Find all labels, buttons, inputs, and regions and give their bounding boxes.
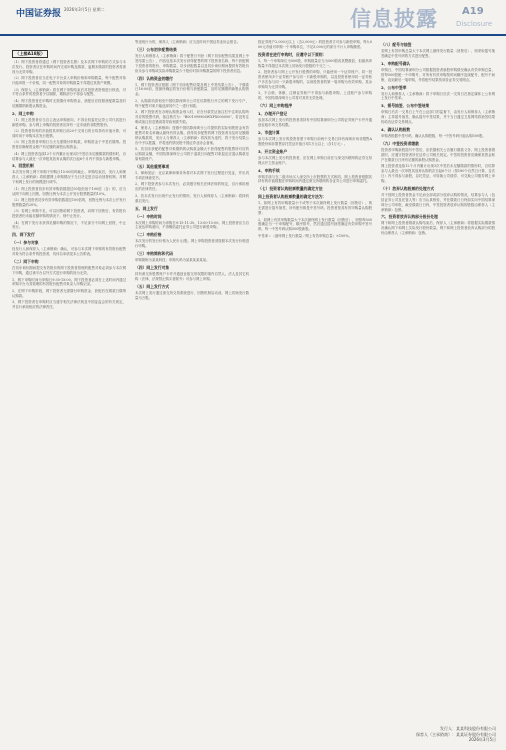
body-paragraph: 投资者申购新股摇号中签后，应依据相关公告履行缴款义务，网上投资者缴款时，应遵守投资者所在证券公司相关规定。中签的投资者应确保其资金账户在缴款日日终有足额的新股认购资金。	[381, 147, 495, 162]
section-heading: （七）投资者认购股票数量的确定方法	[258, 186, 323, 192]
body-paragraph: 申购手续与在二级市场买入深交所上市股票的方式相同，网上投资者根据其持有的市值数据在申购时间内通过深交所联网的各证券公司进行申购委托。	[258, 174, 372, 184]
body-paragraph: （1）网下投资者将通过《网下投资者名册》及本次网下申购的方式参与本次发行。投资者应在申购时间内完成申购及缴款，逾期未缴款的投资者将被视为无效申购。	[12, 60, 126, 74]
issue-meta: 2026年3月5日 星期二	[64, 7, 105, 12]
body-paragraph: （3）保荐人（主承销商）将在网下申购结束后对投资者资格进行核查，对不符合条件的投资者予以剔除，剔除部分不得参与配售。	[12, 87, 126, 97]
section-heading: 2、公布中签率	[381, 84, 407, 90]
body-paragraph: （4）在网下发行未获得足额申购的情况下，不足部分不向网上回拨，中止发行。	[12, 220, 126, 230]
body-paragraph: 发行人和保荐人（主承销商）将于申购日后次一交易日在指定媒体上公布网上发行中签率。	[381, 91, 495, 101]
body-paragraph: 网上投资者连续12个月内累计出现3次中签后未足额缴款的情形时，自结算参与人最近一次申报其放弃认购的次日起6个月（按180个自然日计算，含次日）内不得参与新股、存托凭证、可转换公司债券、可交换公司债券网上申购。	[381, 164, 495, 183]
body-paragraph: 申购简称为某某科技；申购代码为某某某某某某。	[135, 258, 210, 263]
continuation-label: （上接A18版）	[12, 50, 48, 58]
issuer-name: 发行人：某某科技股份有限公司	[440, 726, 496, 731]
body-paragraph: 在初步询价期间提交有效报价的网下投资者管理的配售对象必须参与本次网下申购，通过该平台以外方式进行申购的视为无效。	[12, 266, 126, 276]
section-heading: 1、办理开户登记	[258, 111, 288, 117]
article-columns	[12, 40, 496, 728]
column-4	[381, 40, 495, 728]
section-heading: 3、摇号抽签、公布中签结果	[381, 103, 430, 109]
body-paragraph: 参与本次网上发行的投资者，应在网上申购日前在与深交所联网的证券交易网点开立资金账户。	[258, 155, 372, 165]
section-heading: 4、申购手续	[258, 167, 280, 173]
section-heading: （九）中签投资者缴款	[381, 140, 419, 146]
body-paragraph: 申购日，中国结算深圳分公司根据投资者新股申购情况确认有效申购总量，按每500股配一个申购号，对所有有效申购按时间顺序连续配号，配号不间断，直到最后一笔申购，并将配号结果传到各证券交易网点。	[381, 67, 495, 82]
body-paragraph: 参加本次网上发行的投资者须持有中国结算深圳分公司的证券账户卡并开通创业板市场交易权限。	[258, 118, 372, 127]
section-heading: 六、投资者放弃认购部分股份处理	[381, 214, 438, 220]
section-heading: 2、网上申购	[12, 110, 34, 116]
section-heading: 4、确认认购股数	[381, 127, 411, 133]
section-heading: （四）认购资金的缴付	[135, 75, 173, 81]
section-heading: （一）申购时间	[135, 213, 162, 219]
section-heading: 3、开立资金账户	[258, 148, 288, 154]
section-heading: （八）配号与抽签	[381, 42, 412, 47]
section-heading: （二）网下申购	[12, 259, 39, 265]
body-paragraph: 本次网上申购时间为申购日9:15-11:30、13:00-15:00。网上投资者应当自主表达申购意向，不得概括委托证券公司进行新股申购。	[135, 220, 249, 230]
body-paragraph: 2、认购款项须划至中国结算深圳分公司在结算银行开立的网下发行专户，每个配售对象只能选择其中之一进行划款。	[135, 98, 249, 108]
section-heading: 网上投资者认购股票数量的确定方法为：	[258, 194, 327, 200]
body-paragraph: 5、若初步获配的配售对象缴纳的认购款金额大于获得配售的股票所对应的认购款金额，中国结算深圳分公司将于退款日向配售对象退还应退认购款至原划款账户。	[135, 147, 249, 162]
section-heading: （五）网上发行方式	[135, 283, 170, 289]
section-heading: （二）申购价格	[135, 232, 162, 238]
body-paragraph: 持有深交所股票账户卡并开通创业板交易权限的境内自然人、法人及其它机构（法律、法规禁止购买者除外）可参与网上申购。	[135, 272, 249, 281]
section-heading: 1、申购配号确认	[381, 60, 411, 66]
section-heading: 3、回拨机制	[12, 163, 34, 169]
body-paragraph: 申购日后次一交易日上午在公证部门的监督下，由发行人和保荐人（主承销商）主持摇号抽签，确认摇号中签结果，并于当日通过卫星网络将抽签结果传给各证券交易网点。	[381, 110, 495, 125]
body-paragraph: 2、投资者参与网上公开发行股票的申购，只能使用一个证券账户。同一投资者使用多个证券账户参与同一只新股申购的，以及投资者使用同一证券账户多次参与同一只新股申购的，以该投资者的第一笔申购为有效申购，其余申购均为无效申购。	[258, 70, 372, 89]
body-paragraph: 3、若本次发行出现中止发行的情形，发行人和保荐人（主承销商）将择机重启发行。	[135, 193, 249, 203]
section-heading: 2、市值计算	[258, 129, 280, 135]
page-number: A19	[462, 6, 484, 17]
body-paragraph: （3）若网上申购不足，可以回拨给网下投资者，向网下回拨后，有效报价投资者仍未能足额申购的情况下，则中止发行。	[12, 209, 126, 219]
body-paragraph: 中签率＝（最终网上发行数量／网上有效申购总量）×100%。	[258, 233, 352, 238]
section-heading: （四）网上发行对象	[135, 265, 170, 271]
section-heading: 投资者在进行申购时，应遵守以下原则：	[258, 51, 327, 57]
newspaper-name: 中国证券报	[16, 9, 62, 19]
body-paragraph: （4）网下投资者在申购时无需缴付申购资金，获配后应按照获配数量及时足额缴纳新股认购资金。	[12, 98, 126, 108]
article-footer	[300, 726, 496, 743]
body-paragraph: 2、如网上有效申购数量大于本次最终网上发行数量（回拨后），则按每500股确定为一个申购配号，顺序排号，然后通过摇号抽签确定有效申购中签号码，每一中签号码认购500股新股。	[258, 217, 372, 232]
body-paragraph: （4）网上投资者连续12个月内累计出现3次中签后未足额缴款的情形时，自结算参与人最近一次申报其放弃认购的次日起6个月内不得参与新股申购。	[12, 151, 126, 161]
body-paragraph: 经发行人和保荐人（主承销商）确认，可参与本次网下申购的有效报价配售对象为符合条件的投资者，具体名单请见本公告附表。	[12, 247, 126, 257]
section-title: 信息披露	[350, 7, 438, 31]
body-paragraph: 1、如网上有效申购数量小于或等于本次最终网上发行数量（回拨后），则无需进行摇号抽签，所有配号都是中签号码，投资者按其有效申购量认购股票；	[258, 201, 372, 216]
body-paragraph: （2）网上投资者初步有效申购倍数超过100倍的，回拨比例为本次公开发行股票数量的20%。	[12, 197, 126, 207]
body-paragraph: 网下和网上投资者缴款认购结束后，保荐人（主承销商）将根据实际缴款情况确认网下和网上实际发行股份数量。网下和网上投资者放弃认购部分的股份由保荐人（主承销商）包销。	[381, 221, 495, 236]
body-paragraph: 3、网下投资者在办理认购资金划入时，应在付款凭证备注栏中注明认购所对应的股票代码，备注格式为："B001999906WXFX000000"，若没有注明或备注信息错误将导致划款失败。	[135, 110, 249, 124]
body-paragraph: 若网上有效申购总量大于本次网上最终发行数量（回拨后），则采取摇号抽签确定中签号码的方式进行配售。	[381, 49, 495, 58]
body-paragraph: 1、网下申购时间为申购日9:30-15:00。网下投资者必须在上述时间内通过申购平台为其管理的有效报价配售对象录入申购记录。	[12, 277, 126, 287]
body-paragraph: （1）网上投资者初步有效申购倍数超过50倍但低于100倍（含）的，应当从网下向网上回拨，回拨比例为本次公开发行股票数量的10%。	[12, 186, 126, 196]
section-heading: 五、网上发行	[135, 205, 158, 211]
body-paragraph: （3）网上投资者申购日当天无需缴付申购款，申购资金于中签后缴纳。投资者应确保资金账户有足额的新股认购资金。	[12, 140, 126, 150]
body-paragraph: （2）网下投资者应当在电子平台录入申购价格和申购数量，每个配售对象只能申报一个价格，同一配售对象的申购数量不得超过其资产规模。	[12, 76, 126, 86]
body-paragraph: 3、不合格、休眠、注销证券账户不得参与新股申购，上述账户参与申购的，中国结算深圳分公司将对其作无效处理。	[258, 91, 372, 101]
section-heading: （三）公布初步配售结果	[135, 46, 177, 52]
section-heading: （十）放弃认购股票的处理方式	[381, 185, 435, 191]
body-paragraph: 2、网下投资者参与本次发行，必须遵守相关法律法规的规定，自行承担相应的法律责任。	[135, 182, 249, 192]
body-paragraph: （2）投资者持有的市值按其申购日前20个交易日的日均持有市值计算，可同时用于申购本次发行股票。	[12, 128, 126, 138]
column-1	[12, 40, 126, 728]
section-heading: （六）网上申购程序	[258, 103, 293, 109]
body-paragraph: 参与本次网上发行的投资者需于申购日前两个交易日持有深圳市场非限售A股股份和非限售存托凭证市值日均1万元以上（含1万元）。	[258, 136, 372, 146]
section-english-title: Disclosure	[456, 20, 493, 28]
body-paragraph: 发行人和保荐人（主承销商）将于配售日刊登《网下初步配售结果及网上中签结果公告》，内容包括本次发行获得配售的网下投资者名称、每个获配网下投资者的报价、申购数量、初步获配数量以及初步询价期间提供有效报价但未参与申购或实际申购数量少于报价时拟申购数量的网下投资者信息。	[135, 53, 249, 73]
column-3	[258, 40, 372, 728]
body-paragraph: 本次发行网上网下申购于申购日15:00同时截止。申购结束后，发行人和保荐人（主承销商）将根据网上申购情况于当日决定是否启动回拨机制，对网下和网上发行的规模进行调节。	[12, 170, 126, 185]
body-paragraph: 1、每一个申购单位为500股，申购数量应当为500股或其整数倍，但最高申购量不得超过本次网上初始发行股数的千分之一。	[258, 58, 372, 68]
body-paragraph: 对于因网上投资者资金不足而全部或部分放弃认购的情况，结算参与人（包括证券公司及托管人等）应当认真核验，并在缴款日日终如实向中国结算深圳分公司申报，截至缴款日日终，中签投资者放弃认购的股数由保荐人（主承销商）包销。	[381, 192, 495, 212]
page-header	[0, 0, 506, 36]
body-paragraph: （1）网上投资者应当自主表达申购意向，不得全权委托证券公司代其进行新股申购。参与网上申购的投资者应持有一定市值的非限售股份。	[12, 117, 126, 127]
section-heading: （三）申购简称和代码	[135, 251, 173, 257]
body-paragraph: 申购者根据中签号码，确认认购股数，每一中签号码只能认购500股。	[381, 134, 486, 139]
underwriter-name: 保荐人（主承销商）：某某证券股份有限公司	[416, 731, 496, 737]
body-paragraph: 2、在网下申购阶段，网下投资者无需缴付申购资金，获配后在缴款日缴纳认购款。	[12, 288, 126, 298]
body-paragraph: 按证券账户2,000元以上（含2,000元）的投资者方可参与新股申购，每5,000元市值可申购一个申购单位，不足5,000元的部分不计入申购额度。	[258, 40, 372, 49]
body-paragraph: 本次网上发行通过深交所交易系统进行，回拨机制启动前，网上初始发行数量为万股。	[135, 290, 249, 300]
section-heading: 四、网下发行	[12, 232, 35, 238]
body-paragraph: 1、律师见证：北京某律师事务所将对本次网下发行过程进行见证，并出具专项法律意见书。	[135, 171, 249, 181]
column-2	[135, 40, 249, 728]
section-heading: （一）参与对象	[12, 240, 39, 246]
body-paragraph: 4、保荐人（主承销商）按照中国结算深圳分公司提供的实际划拨资金有效配售对象名单确认最终有效认购。获得初步配售的网下投资者未及时足额缴纳认购款的，发行人与保荐人（主承销商）将视其为违约，将于发行结果公告中予以披露，并将违约情况报中国证券业协会备案。	[135, 126, 249, 145]
section-heading: （五）其他重要事项	[135, 164, 170, 170]
body-paragraph: 等违规行为的，保荐人（主承销商）应当及时向中国证券业协会报告。	[135, 40, 241, 44]
publish-date: 2026年3月5日	[468, 737, 496, 742]
body-paragraph: 本次发行的发行价格为人民币元/股。网上申购投资者须按照本次发行价格进行申购。	[135, 239, 249, 249]
body-paragraph: 3、网下投资者在申购时应当遵守相关法律法规及中国证监会的有关规定，并自行承担相应的法律责任。	[12, 300, 126, 310]
body-paragraph: 1、网下投资者应根据《网下初步配售结果及网上中签结果公告》，于缴款日16:00前，按最终确定的发行价格与获配数量，及时足额缴纳新股认购资金。	[135, 82, 249, 97]
